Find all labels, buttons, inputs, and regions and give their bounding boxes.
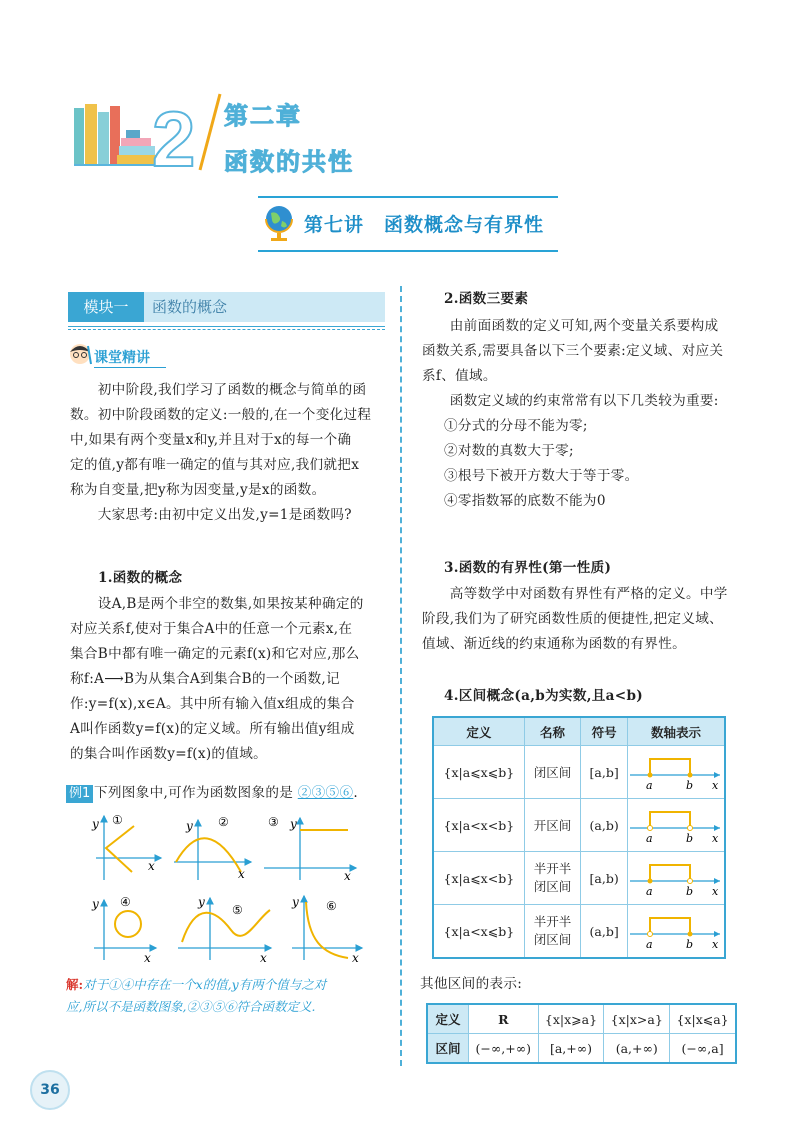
header-cell: 数轴表示 xyxy=(628,717,726,746)
table-cell: {x|x⩽a} xyxy=(670,1004,736,1034)
axis-y-label: y xyxy=(92,897,99,911)
table-row xyxy=(433,852,725,905)
axis-x-label: x xyxy=(352,951,359,965)
module-rule-dashed xyxy=(68,329,385,330)
chapter-slash xyxy=(196,92,224,176)
name-cell: 开区间 xyxy=(524,799,581,852)
graph-4 xyxy=(91,895,156,965)
text-line: 函数关系,需要具备以下三个要素:定义域、对应关 xyxy=(422,343,724,359)
graph-4-label: ④ xyxy=(120,895,131,909)
example-answer: ②③⑤⑥ xyxy=(297,785,354,801)
text-line: 称为自变量,把y称为因变量,y是x的函数。 xyxy=(70,482,326,498)
axis-x-label: x xyxy=(238,867,245,881)
graph-5-label: ⑤ xyxy=(232,903,243,917)
text-line: ②对数的真数大于零; xyxy=(444,443,574,459)
graph-6-label: ⑥ xyxy=(326,899,337,913)
graph-1-label: ① xyxy=(112,813,123,827)
interval-table-header xyxy=(433,717,725,746)
point-a: a xyxy=(646,884,653,897)
example-end: . xyxy=(353,785,358,801)
text-line: 高等数学中对函数有界性有严格的定义。中学 xyxy=(422,586,728,602)
def-cell: {x|a⩽x⩽b} xyxy=(433,746,524,799)
interval-table xyxy=(432,716,726,959)
number-line-cell xyxy=(628,852,726,905)
solution-prefix: 解: xyxy=(66,977,84,992)
solution-line-2: 应,所以不是函数图象,②③⑤⑥符合函数定义. xyxy=(66,999,316,1014)
symbol-cell: [a,b] xyxy=(581,746,628,799)
axis-x: x xyxy=(712,884,719,897)
module-rule xyxy=(68,326,385,327)
symbol-cell: [a,b) xyxy=(581,852,628,905)
table-cell: {x|x⩾a} xyxy=(538,1004,604,1034)
text-line: 值域、渐近线的约束通称为函数的有界性。 xyxy=(422,636,686,652)
def-cell: {x|a<x<b} xyxy=(433,799,524,852)
text-line: 集合B中都有唯一确定的元素f(x)和它对应,那么 xyxy=(70,646,360,662)
point-b: b xyxy=(686,884,694,897)
name-cell: 闭区间 xyxy=(524,746,581,799)
header-cell: 符号 xyxy=(581,717,628,746)
module-tag: 模块一 xyxy=(68,292,144,322)
table-row xyxy=(433,746,725,799)
text-line: 阶段,我们为了研究函数性质的便捷性,把定义域、 xyxy=(422,611,724,627)
graphs-figure xyxy=(86,810,366,974)
text-line: 称f:A⟶B为从集合A到集合B的一个函数,记 xyxy=(70,671,340,687)
axis-x-label: x xyxy=(148,859,155,873)
text-line: 大家思考:由初中定义出发,y=1是函数吗? xyxy=(70,507,352,523)
point-a: a xyxy=(646,937,653,950)
row-header: 区间 xyxy=(427,1034,469,1064)
graph-3-label: ③ xyxy=(268,815,279,829)
table-row xyxy=(433,905,725,959)
axis-x-label: x xyxy=(144,951,151,965)
text-line: 定的值,y都有唯一确定的值与其对应,我们就把x xyxy=(70,457,360,473)
solution-line-1: 对于①④中存在一个x的值,y有两个值与之对 xyxy=(83,977,327,992)
table-row xyxy=(433,799,725,852)
graph-3 xyxy=(264,815,356,883)
number-line-cell xyxy=(628,799,726,852)
section-1-body xyxy=(70,592,390,767)
text-line: ④零指数幂的底数不能为0 xyxy=(444,493,606,509)
module-name: 函数的概念 xyxy=(152,298,228,316)
column-divider xyxy=(400,286,402,1066)
table-cell: {x|x>a} xyxy=(604,1004,670,1034)
chapter-number: 2 xyxy=(152,95,196,183)
symbol-cell: (a,b] xyxy=(581,905,628,959)
table-cell: (a,+∞) xyxy=(604,1034,670,1064)
symbol-cell: (a,b) xyxy=(581,799,628,852)
name-cell: 半开半闭区间 xyxy=(524,852,581,905)
chapter-label: 第二章 xyxy=(224,101,302,130)
graph-5 xyxy=(178,895,271,965)
graph-2 xyxy=(174,815,251,881)
example-badge: 例1 xyxy=(66,785,93,803)
example-text: 下列图象中,可作为函数图象的是 xyxy=(94,785,294,801)
name-cell: 半开半闭区间 xyxy=(524,905,581,959)
axis-x: x xyxy=(712,778,719,791)
header-cell: 名称 xyxy=(524,717,581,746)
section-1-title: 1.函数的概念 xyxy=(98,570,183,586)
def-cell: {x|a<x⩽b} xyxy=(433,905,524,959)
point-a: a xyxy=(646,831,653,844)
graph-6 xyxy=(291,895,362,965)
student-icon xyxy=(68,342,92,370)
other-intervals-table xyxy=(426,1003,737,1064)
graph-1 xyxy=(91,813,161,880)
text-line: 由前面函数的定义可知,两个变量关系要构成 xyxy=(422,318,719,334)
point-a: a xyxy=(646,778,653,791)
axis-y-label: y xyxy=(186,819,193,833)
axis-x: x xyxy=(712,937,719,950)
text-line: 中,如果有两个变量x和y,并且对于x的每一个确 xyxy=(70,432,352,448)
text-line: 的集合叫作函数y=f(x)的值域。 xyxy=(70,746,268,762)
point-b: b xyxy=(686,937,694,950)
text-line: 对应关系f,使对于集合A中的任意一个元素x,在 xyxy=(70,621,353,637)
graph-2-label: ② xyxy=(218,815,229,829)
text-line: 初中阶段,我们学习了函数的概念与简单的函 xyxy=(70,382,367,398)
lecture-title: 第七讲 函数概念与有界性 xyxy=(304,214,545,236)
text-line: ①分式的分母不能为零; xyxy=(444,418,588,434)
axis-x-label: x xyxy=(260,951,267,965)
chapter-books-illustration xyxy=(74,104,164,170)
text-line: 系f、值域。 xyxy=(422,368,497,384)
text-line: 设A,B是两个非空的数集,如果按某种确定的 xyxy=(70,596,364,612)
row-header: 定义 xyxy=(427,1004,469,1034)
text-line: 数。初中阶段函数的定义:一般的,在一个变化过程 xyxy=(70,407,372,423)
text-line: 作:y=f(x),x∈A。其中所有输入值x组成的集合 xyxy=(70,696,355,712)
globe-icon xyxy=(262,203,296,247)
table-cell: (−∞,+∞) xyxy=(469,1034,539,1064)
section-2-body xyxy=(422,314,752,514)
axis-x: x xyxy=(712,831,719,844)
example-question xyxy=(94,781,394,806)
table-row xyxy=(427,1034,736,1064)
point-b: b xyxy=(686,831,694,844)
def-cell: {x|a⩽x<b} xyxy=(433,852,524,905)
chapter-title: 函数的共性 xyxy=(224,147,354,176)
point-b: b xyxy=(686,778,694,791)
text-line: 函数定义域的约束常常有以下几类较为重要: xyxy=(422,393,719,409)
number-line-cell xyxy=(628,746,726,799)
table-row xyxy=(427,1004,736,1034)
text-line: ③根号下被开方数大于等于零。 xyxy=(444,468,639,484)
table-cell: [a,+∞) xyxy=(538,1034,604,1064)
solution-text xyxy=(66,974,396,1018)
table-cell: R xyxy=(469,1004,539,1034)
section-3-body xyxy=(422,582,752,657)
page-number: 36 xyxy=(40,1082,60,1098)
lesson-rule xyxy=(94,367,166,368)
section-3-title: 3.函数的有界性(第一性质) xyxy=(444,560,612,576)
lesson-label: 课堂精讲 xyxy=(94,350,150,366)
header-cell: 定义 xyxy=(433,717,524,746)
axis-y-label: y xyxy=(290,817,297,831)
axis-y-label: y xyxy=(198,895,205,909)
intro-paragraph xyxy=(70,378,390,528)
section-4-title: 4.区间概念(a,b为实数,且a<b) xyxy=(444,688,643,704)
number-line-cell xyxy=(628,905,726,959)
other-intervals-label: 其他区间的表示: xyxy=(420,976,523,992)
axis-x-label: x xyxy=(344,869,351,883)
section-2-title: 2.函数三要素 xyxy=(444,291,529,307)
text-line: A叫作函数y=f(x)的定义域。所有输出值y组成 xyxy=(70,721,355,737)
axis-y-label: y xyxy=(292,895,299,909)
axis-y-label: y xyxy=(92,817,99,831)
table-cell: (−∞,a] xyxy=(670,1034,736,1064)
